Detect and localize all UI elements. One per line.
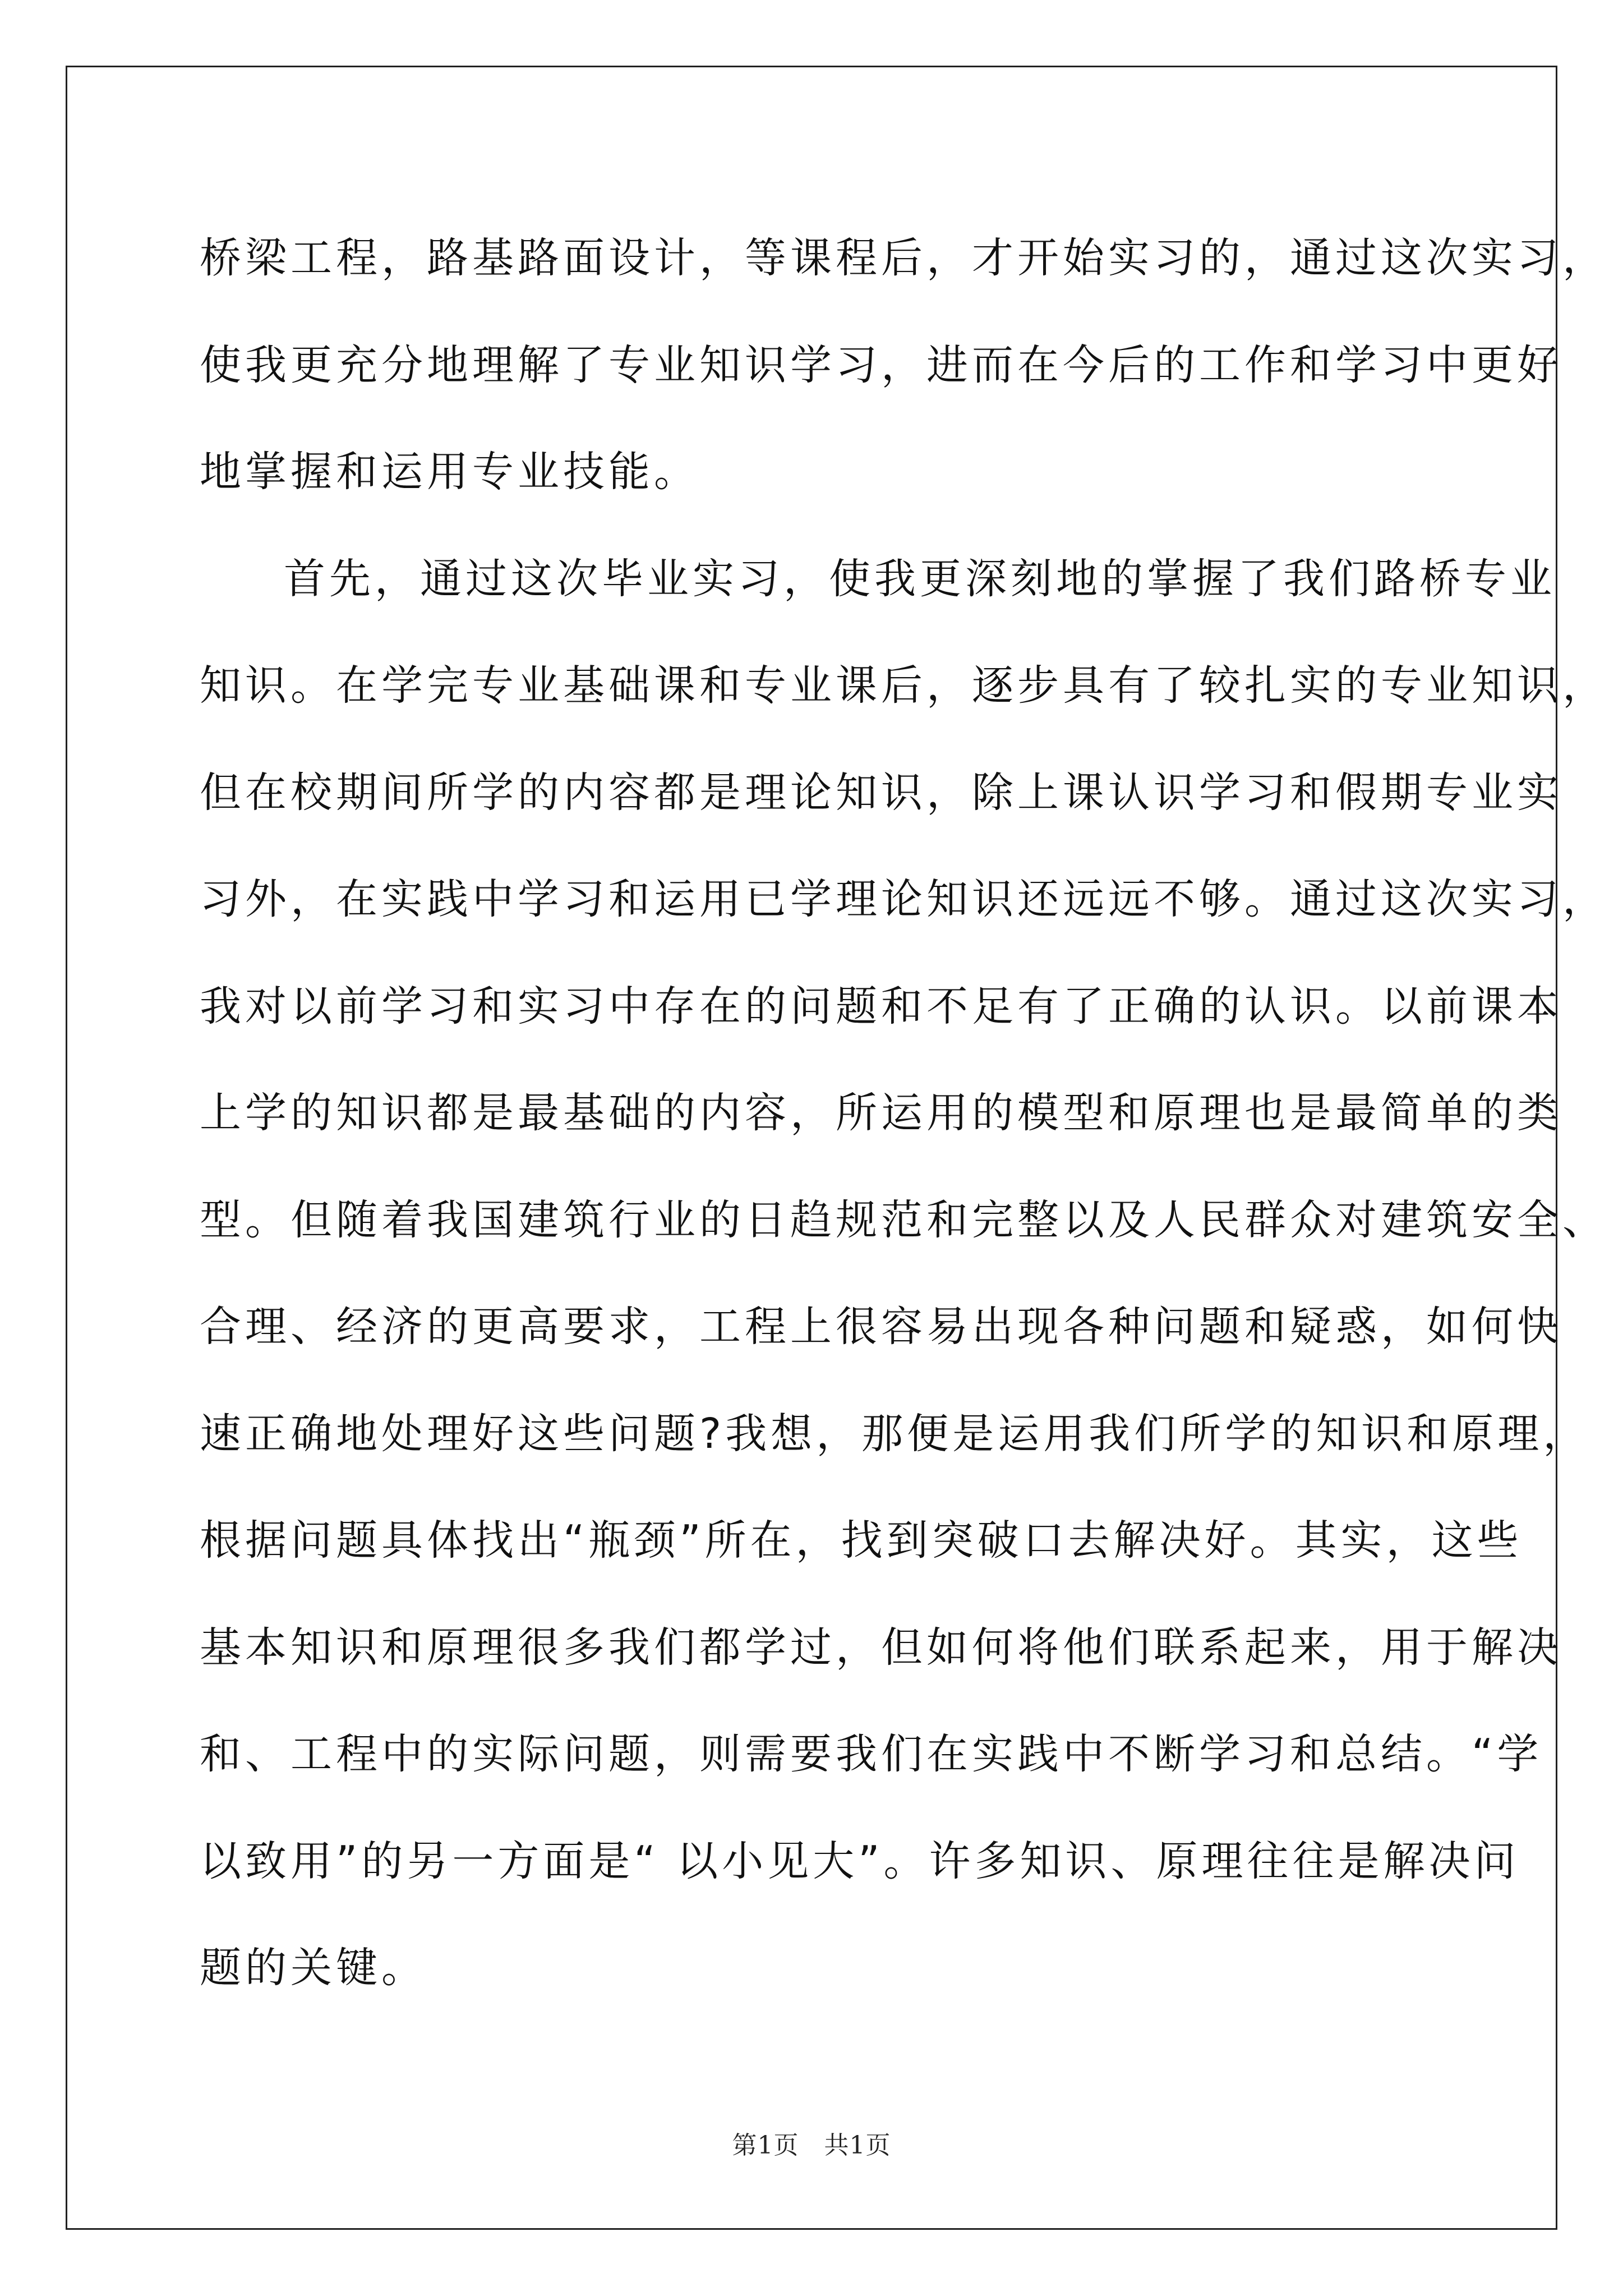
text-line: 习外，在实践中学习和运用已学理论知识还远远不够。通过这次实习， [200,875,1608,923]
text-line: 知识。在学完专业基础课和专业课后，逐步具有了较扎实的专业知识， [200,661,1608,710]
text-line: 以致用”的另一方面是“ 以小见大”。许多知识、原理往往是解决问 [200,1837,1520,1885]
text-line: 但在校期间所学的内容都是理论知识，除上课认识学习和假期专业实 [200,768,1562,817]
paragraph-2 [200,526,1608,2022]
text-line: 基本知识和原理很多我们都学过，但如何将他们联系起来，用于解决 [200,1623,1562,1672]
text-line: 根据问题具体找出“瓶颈”所在，找到突破口去解决好。其实，这些 [200,1516,1523,1565]
paragraph-1 [200,205,1608,526]
text-line: 上学的知识都是最基础的内容，所运用的模型和原理也是最简单的类 [200,1089,1562,1137]
text-line: 和、工程中的实际问题，则需要我们在实践中不断学习和总结。“学 [200,1730,1543,1778]
text-line: 使我更充分地理解了专业知识学习，进而在今后的工作和学习中更好 [200,341,1562,389]
text-line: 首先，通过这次毕业实习，使我更深刻地的掌握了我们路桥专业 [284,554,1556,603]
text-line: 速正确地处理好这些问题?我想，那便是运用我们所学的知识和原理， [200,1409,1589,1458]
text-line: 题的关键。 [200,1944,427,1992]
text-line: 合理、经济的更高要求，工程上很容易出现各种问题和疑惑，如何快 [200,1303,1562,1351]
text-line: 桥梁工程，路基路面设计，等课程后，才开始实习的，通过这次实习， [200,234,1608,282]
text-line: 地掌握和运用专业技能。 [200,448,699,496]
text-line: 我对以前学习和实习中存在的问题和不足有了正确的认识。以前课本 [200,982,1562,1030]
document-body [200,205,1608,2022]
page-number-footer: 第1页 共1页 [732,2131,891,2160]
text-line: 型。但随着我国建筑行业的日趋规范和完整以及人民群众对建筑安全、 [200,1195,1608,1244]
